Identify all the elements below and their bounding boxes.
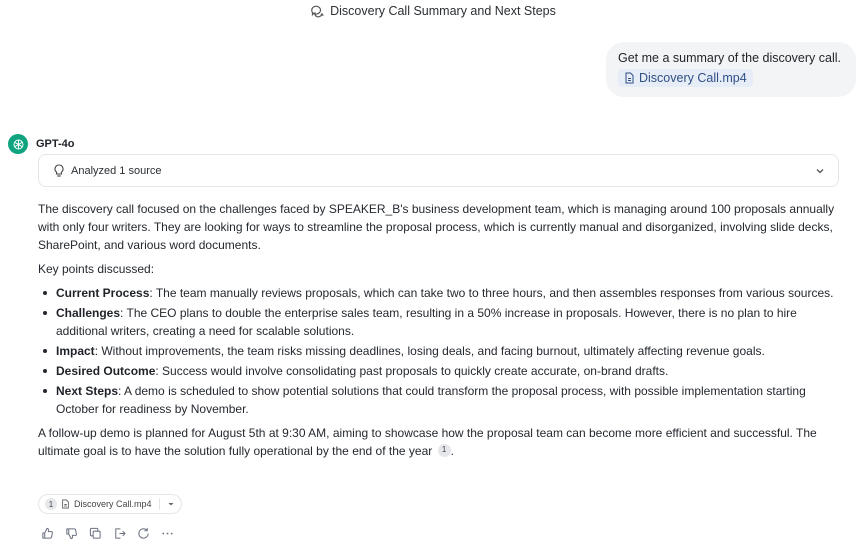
attachment-chip[interactable]: [618, 69, 753, 87]
thumbs-down-icon[interactable]: [64, 526, 78, 540]
list-item: Desired Outcome: Success would involve consolidating past proposals to quickly create accurate, on-brand drafts.: [38, 362, 850, 380]
document-icon: [61, 499, 70, 509]
user-message-text: Get me a summary of the discovery call.: [618, 51, 841, 65]
assistant-response: [38, 200, 850, 466]
analyzed-sources-dropdown[interactable]: [38, 154, 839, 187]
assistant-message: [8, 134, 860, 154]
caret-down-icon: [167, 500, 175, 508]
response-closing: A follow-up demo is planned for August 5th at 9:30 AM, aiming to showcase how the proposal team can become more efficient and successful. The ultimate goal is to have the solution fully operational by the end of the year 1 .: [38, 426, 817, 458]
share-icon[interactable]: [112, 526, 126, 540]
citation-badge[interactable]: 1: [438, 444, 451, 457]
source-citation-pill[interactable]: [38, 494, 182, 514]
document-icon: [624, 72, 635, 84]
analyzed-sources-label: Analyzed 1 source: [71, 164, 162, 177]
key-points-list: [38, 284, 850, 418]
assistant-header: [8, 134, 860, 154]
source-file-name: Discovery Call.mp4: [74, 499, 152, 509]
thumbs-up-icon[interactable]: [40, 526, 54, 540]
chat-bubble-icon: [310, 4, 324, 18]
key-points-label: Key points discussed:: [38, 262, 155, 276]
attachment-name: Discovery Call.mp4: [639, 71, 747, 85]
divider: [159, 498, 160, 510]
conversation-title: [0, 0, 866, 22]
list-item: Next Steps: A demo is scheduled to show potential solutions that could transform the proposal process, with possible implementation starting October for readiness by November.: [38, 382, 850, 418]
regenerate-icon[interactable]: [136, 526, 150, 540]
more-options-icon[interactable]: [160, 526, 174, 540]
model-name: GPT-4o: [36, 138, 75, 150]
source-count: 1: [45, 498, 57, 510]
conversation-title-text: Discovery Call Summary and Next Steps: [330, 4, 556, 18]
chevron-down-icon: [814, 165, 826, 177]
list-item: Current Process: The team manually reviews proposals, which can take two to three hours, and then assembles responses from various sources.: [38, 284, 850, 302]
list-item: Impact: Without improvements, the team risks missing deadlines, losing deals, and facing burnout, ultimately affecting revenue goals.: [38, 342, 850, 360]
list-item: Challenges: The CEO plans to double the enterprise sales team, resulting in a 50% increase in proposals. However, there is no plan to hire additional writers, creating a need for scalable solutions.: [38, 304, 850, 340]
openai-logo-icon: [8, 134, 28, 154]
user-message-bubble: [606, 42, 856, 97]
lightbulb-icon: [53, 164, 65, 178]
message-actions: [40, 526, 174, 540]
response-intro: The discovery call focused on the challenges faced by SPEAKER_B's business development team, which is managing around 100 proposals annually with only four writers. They are looking for ways to streamline the proposal process, which is currently manual and disorganized, involving slide decks, SharePoint, and various word documents.: [38, 202, 835, 252]
copy-icon[interactable]: [88, 526, 102, 540]
